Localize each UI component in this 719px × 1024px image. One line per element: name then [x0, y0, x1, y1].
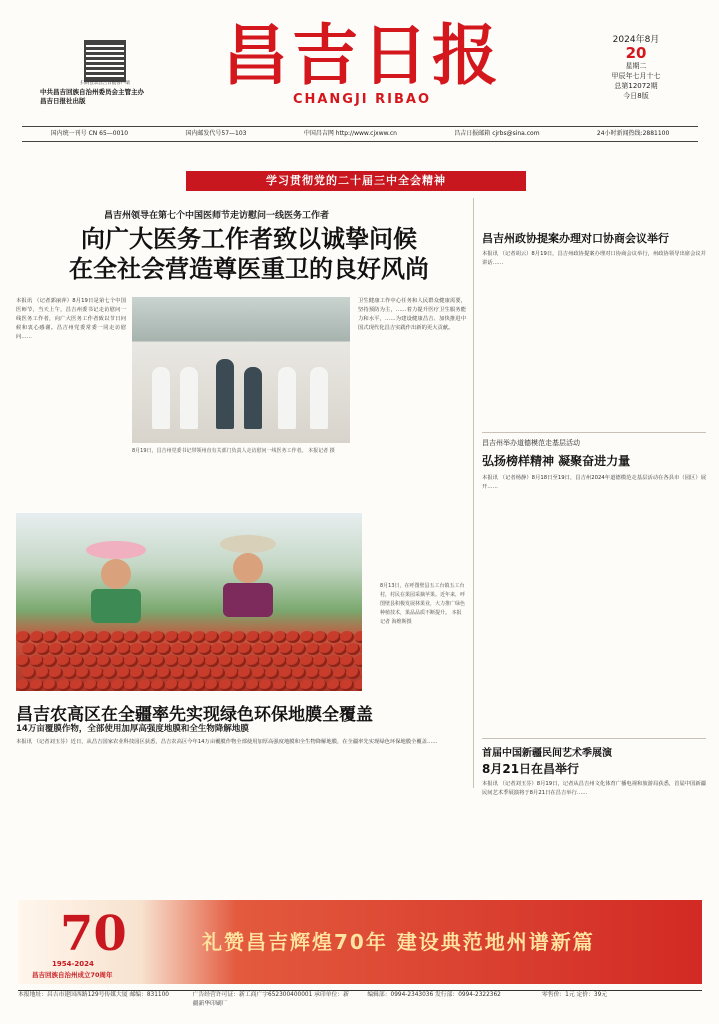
apple: [130, 667, 144, 679]
apple: [246, 655, 260, 667]
apple: [192, 655, 206, 667]
apple: [138, 655, 152, 667]
apple: [103, 643, 117, 655]
lead-body-right: 卫生健康工作中心任务和人民群众健康需要，坚持预防为主，……着力提升医疗卫生服务能力和水平，……为建设健康昌吉、加快推进中国式现代化昌吉实践作出新的更大贡献。: [358, 298, 466, 331]
apple: [57, 631, 71, 643]
apple: [225, 643, 239, 655]
farmer-figure: [220, 535, 290, 615]
apple: [279, 643, 293, 655]
apple: [124, 631, 138, 643]
apple: [259, 655, 273, 667]
agri-subheadline: 14万亩覆膜作物，全部使用加厚高强度地膜和全生物降解地膜: [16, 724, 249, 734]
right-story-1-headline[interactable]: 昌吉州政协提案办理对口协商会议举行: [482, 232, 669, 245]
apple: [16, 679, 30, 691]
apple: [225, 667, 239, 679]
apple: [327, 655, 341, 667]
lead-photo-caption: 8月19日，昌吉州党委书记带领州直有关部门负责人走访慰问一线医务工作者。 本报记者 摄: [132, 448, 335, 454]
apple: [90, 667, 104, 679]
apple: [313, 679, 327, 691]
apple: [151, 655, 165, 667]
footer-address: 本报地址：昌吉市建国西路129号传媒大厦 邮编：831100: [18, 992, 169, 998]
info-bar: [22, 126, 698, 142]
apple: [178, 655, 192, 667]
apple: [211, 667, 225, 679]
apple: [306, 643, 320, 655]
publisher-line-1: 中共昌吉回族自治州委员会主管主办: [40, 88, 144, 96]
orchard-photo-caption: 8月13日，在呼图壁县五工台镇五工台村，村民在果园采摘苹果。近年来，呼图壁县积极发展林果业，大力推广绿色种植技术，果品品质不断提升。 本报记者 海维斯摄: [380, 583, 466, 625]
apple: [279, 667, 293, 679]
weekday: 星期二: [625, 62, 647, 70]
apple: [90, 643, 104, 655]
orchard-photo[interactable]: [16, 513, 362, 691]
apple: [63, 643, 77, 655]
apple: [30, 631, 44, 643]
newspaper-title-pinyin: CHANGJI RIBAO: [292, 92, 432, 107]
date-year-month: 2024年8月: [612, 35, 660, 45]
apple: [286, 631, 300, 643]
apple: [103, 667, 117, 679]
lead-body-left: 本报讯 （记者郭丽萍）8月19日是第七个中国医师节，当天上午，昌吉州委书记走访慰问一线医务工作者，向广大医务工作者致以节日问候和衷心感谢。昌吉州党委常委一同走访慰问……: [16, 298, 126, 340]
apple: [198, 667, 212, 679]
apple: [124, 655, 138, 667]
apple: [138, 679, 152, 691]
apple: [165, 631, 179, 643]
apple: [63, 667, 77, 679]
agri-headline[interactable]: 昌吉农高区在全疆率先实现绿色环保地膜全覆盖: [16, 705, 373, 725]
footer-license: 广告经营许可证：新工商广字652300400001 承印单位：新疆新华印刷厂: [192, 992, 349, 1007]
apple: [30, 655, 44, 667]
apple: [286, 679, 300, 691]
apple: [16, 631, 30, 643]
lead-headline-line-2: 在全社会营造尊医重卫的良好风尚: [69, 254, 429, 283]
apple: [130, 643, 144, 655]
qr-caption: 扫码登录昌吉日报客户端: [80, 81, 130, 86]
apple: [259, 679, 273, 691]
farmer-figure: [86, 541, 156, 621]
column-divider: [473, 198, 474, 788]
right-story-2-subtitle: 昌吉州举办道德模范走基层活动: [482, 439, 580, 447]
apple: [360, 667, 363, 679]
apple: [49, 643, 63, 655]
apple: [43, 631, 57, 643]
apple: [76, 667, 90, 679]
lead-headline[interactable]: [32, 224, 466, 284]
apple: [178, 631, 192, 643]
right-divider: [482, 738, 706, 739]
apple: [192, 631, 206, 643]
footer-phones: 编辑部：0994-2343036 发行部：0994-2322362: [367, 992, 501, 998]
apple: [184, 667, 198, 679]
info-email-link[interactable]: 昌吉日报邮箱 cjrbs@sina.com: [454, 130, 540, 137]
anniversary-slogan: 礼赞昌吉辉煌70年 建设典范地州谱新篇: [202, 930, 595, 954]
apple: [340, 631, 354, 643]
right-story-3-body: 本报讯 （记者刘玉芬）8月19日，记者从昌吉州文化体育广播电视和旅游局获悉，首届中国新疆民间艺术季展演将于8月21日在昌吉举行……: [482, 781, 706, 796]
apple: [43, 655, 57, 667]
page-count: 今日8版: [623, 92, 649, 100]
apple: [97, 679, 111, 691]
anniversary-caption: 昌吉回族自治州成立70周年: [32, 971, 113, 979]
info-hotline: 24小时新闻热线:2881100: [596, 130, 670, 137]
apple: [219, 679, 233, 691]
apple: [360, 643, 363, 655]
section-banner: 学习贯彻党的二十届三中全会精神: [186, 171, 526, 191]
publisher-info: [40, 88, 190, 106]
info-cn-number: 国内统一刊号 CN 65—0010: [50, 130, 129, 137]
issue-number: 总第12072期: [614, 82, 658, 90]
apple: [192, 679, 206, 691]
apple: [205, 655, 219, 667]
apple: [151, 631, 165, 643]
apple: [171, 667, 185, 679]
apple: [157, 667, 171, 679]
apple: [151, 679, 165, 691]
apple: [30, 679, 44, 691]
newspaper-title: 昌吉日报: [222, 16, 502, 94]
anniversary-years: 1954-2024: [52, 960, 94, 968]
publisher-line-2: 昌吉日报社出版: [40, 97, 86, 105]
apple: [327, 631, 341, 643]
apple: [70, 631, 84, 643]
lead-photo[interactable]: [132, 297, 350, 443]
apple: [43, 679, 57, 691]
apple: [211, 643, 225, 655]
apple: [165, 679, 179, 691]
apple: [319, 643, 333, 655]
apple: [171, 643, 185, 655]
anniversary-70-logo: 70: [60, 906, 127, 962]
apple: [36, 667, 50, 679]
lead-headline-line-1: 向广大医务工作者致以诚挚问候: [81, 224, 417, 253]
date-box: [590, 32, 682, 101]
footer: [18, 990, 702, 1021]
apple: [178, 679, 192, 691]
apple: [232, 679, 246, 691]
figure-doctor: [152, 367, 170, 429]
apple: [313, 655, 327, 667]
apple: [246, 679, 260, 691]
masthead: [0, 0, 719, 126]
apple: [232, 655, 246, 667]
apple: [124, 679, 138, 691]
apple: [22, 667, 36, 679]
lunar-date: 甲辰年七月十七: [611, 72, 661, 80]
apple: [340, 655, 354, 667]
right-story-3-headline-1[interactable]: 首届中国新疆民间艺术季展演: [482, 748, 612, 759]
figure-official: [244, 367, 262, 429]
footer-price: 零售价：1元 定价：39元: [541, 992, 608, 998]
apple: [273, 679, 287, 691]
apple: [346, 667, 360, 679]
right-story-1-body: 本报讯 （记者胡云）8月19日，昌吉州政协提案办理对口协商会议举行，州政协领导出席会议并讲话……: [482, 251, 706, 266]
apple: [144, 643, 158, 655]
figure-official: [216, 359, 234, 429]
apple: [232, 631, 246, 643]
apple: [138, 631, 152, 643]
apple: [327, 679, 341, 691]
apple: [205, 679, 219, 691]
apple: [286, 655, 300, 667]
lead-subtitle: 昌吉州领导在第七个中国医师节走访慰问一线医务工作者: [104, 211, 330, 221]
date-day: 20: [625, 44, 647, 62]
apple: [354, 679, 363, 691]
figure-staff: [278, 367, 296, 429]
figure-doctor: [180, 367, 198, 429]
apple: [238, 643, 252, 655]
right-divider: [482, 432, 706, 433]
apple: [252, 667, 266, 679]
apple: [49, 667, 63, 679]
right-story-2-body: 本报讯 （记者杨静）8月18日至19日，昌吉州2024年道德模范走基层活动在各县市（园区）展开……: [482, 475, 706, 490]
info-postal-code: 国内邮发代号57—103: [185, 130, 247, 137]
apple: [238, 667, 252, 679]
apple: [76, 643, 90, 655]
apple: [36, 643, 50, 655]
apple: [246, 631, 260, 643]
apple: [313, 631, 327, 643]
agri-body: 本报讯 （记者刘玉芬）近日，从昌吉国家农业科技园区获悉，昌吉农高区今年14万亩覆膜作物全部使用加厚高强度地膜和全生物降解地膜，在全疆率先实现绿色环保地膜全覆盖……: [16, 739, 438, 745]
apple: [346, 643, 360, 655]
apple: [300, 679, 314, 691]
apple: [70, 655, 84, 667]
right-story-2-headline[interactable]: 弘扬榜样精神 凝聚奋进力量: [482, 454, 631, 468]
apple: [273, 655, 287, 667]
apple: [111, 679, 125, 691]
apple: [306, 667, 320, 679]
apple: [16, 655, 30, 667]
apple: [84, 655, 98, 667]
apple: [22, 643, 36, 655]
apple: [184, 643, 198, 655]
right-story-3-headline-2[interactable]: 8月21日在昌举行: [482, 762, 580, 776]
apple: [144, 667, 158, 679]
apple: [265, 643, 279, 655]
qr-code-icon[interactable]: [84, 40, 126, 82]
apple: [300, 655, 314, 667]
apple: [57, 655, 71, 667]
apple: [292, 643, 306, 655]
figure-staff: [310, 367, 328, 429]
apple: [57, 679, 71, 691]
apple: [319, 667, 333, 679]
apple: [259, 631, 273, 643]
apple: [111, 655, 125, 667]
apple: [292, 667, 306, 679]
apple: [300, 631, 314, 643]
apple: [219, 631, 233, 643]
apple: [117, 643, 131, 655]
apple: [84, 631, 98, 643]
apple: [165, 655, 179, 667]
apple: [117, 667, 131, 679]
apple: [70, 679, 84, 691]
anniversary-ad[interactable]: [18, 900, 702, 984]
apple: [97, 631, 111, 643]
apple: [340, 679, 354, 691]
apple: [111, 631, 125, 643]
apple: [198, 643, 212, 655]
apple: [273, 631, 287, 643]
apple: [333, 667, 347, 679]
apple: [205, 631, 219, 643]
apple: [354, 655, 363, 667]
info-website-link[interactable]: 中国昌吉网 http://www.cjxww.cn: [303, 130, 397, 137]
apple: [84, 679, 98, 691]
apple: [354, 631, 363, 643]
apple: [333, 643, 347, 655]
apple: [97, 655, 111, 667]
apple: [252, 643, 266, 655]
apple: [265, 667, 279, 679]
apple: [157, 643, 171, 655]
apple: [219, 655, 233, 667]
